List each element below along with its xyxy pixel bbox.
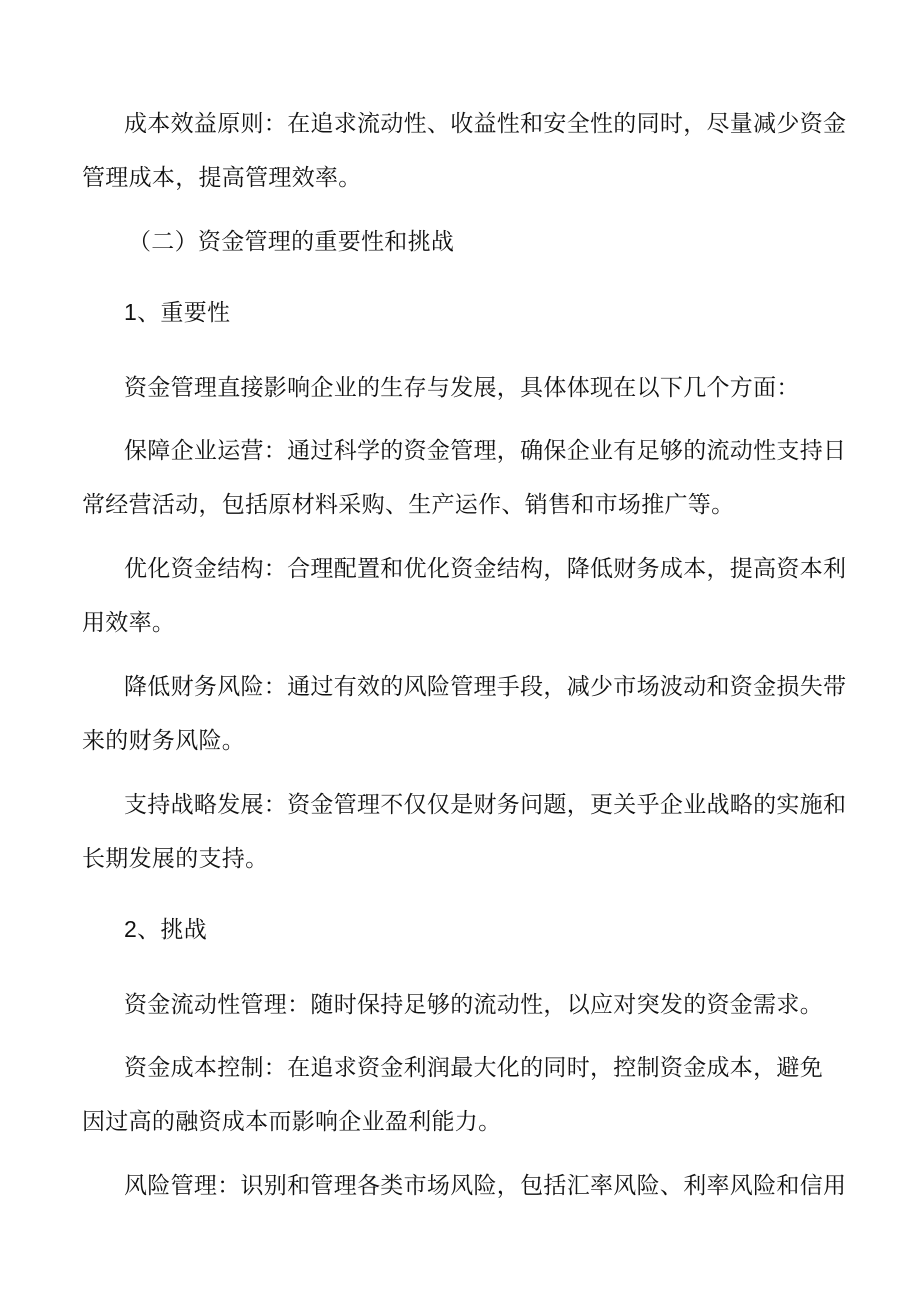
paragraph-strategy-line-2: 长期发展的支持。 [82,846,269,872]
paragraph-structure-line-1: 优化资金结构：合理配置和优化资金结构，降低财务成本，提高资本利 [124,556,847,582]
paragraph-operations-line-1: 保障企业运营：通过科学的资金管理，确保企业有足够的流动性支持日 [124,438,847,464]
subheading-importance: 1、重要性 [124,299,231,325]
paragraph-cost-benefit-line-1: 成本效益原则：在追求流动性、收益性和安全性的同时，尽量减少资金 [124,111,847,137]
paragraph-risk-line-2: 来的财务风险。 [82,728,246,754]
paragraph-structure-line-2: 用效率。 [82,610,176,636]
paragraph-liquidity: 资金流动性管理：随时保持足够的流动性，以应对突发的资金需求。 [124,992,823,1018]
paragraph-risk-management-line-1: 风险管理：识别和管理各类市场风险，包括汇率风险、利率风险和信用 [124,1173,847,1199]
paragraph-cost-control-line-2: 因过高的融资成本而影响企业盈利能力。 [82,1109,502,1135]
paragraph-intro: 资金管理直接影响企业的生存与发展，具体体现在以下几个方面： [124,375,800,401]
paragraph-cost-benefit-line-2: 管理成本，提高管理效率。 [82,165,362,191]
paragraph-operations-line-2: 常经营活动，包括原材料采购、生产运作、销售和市场推广等。 [82,492,735,518]
paragraph-strategy-line-1: 支持战略发展：资金管理不仅仅是财务问题，更关乎企业战略的实施和 [124,792,847,818]
paragraph-risk-line-1: 降低财务风险：通过有效的风险管理手段，减少市场波动和资金损失带 [124,674,847,700]
paragraph-cost-control-line-1: 资金成本控制：在追求资金利润最大化的同时，控制资金成本，避免 [124,1055,823,1081]
subheading-challenges: 2、挑战 [124,916,207,942]
section-heading: （二）资金管理的重要性和挑战 [128,229,455,255]
